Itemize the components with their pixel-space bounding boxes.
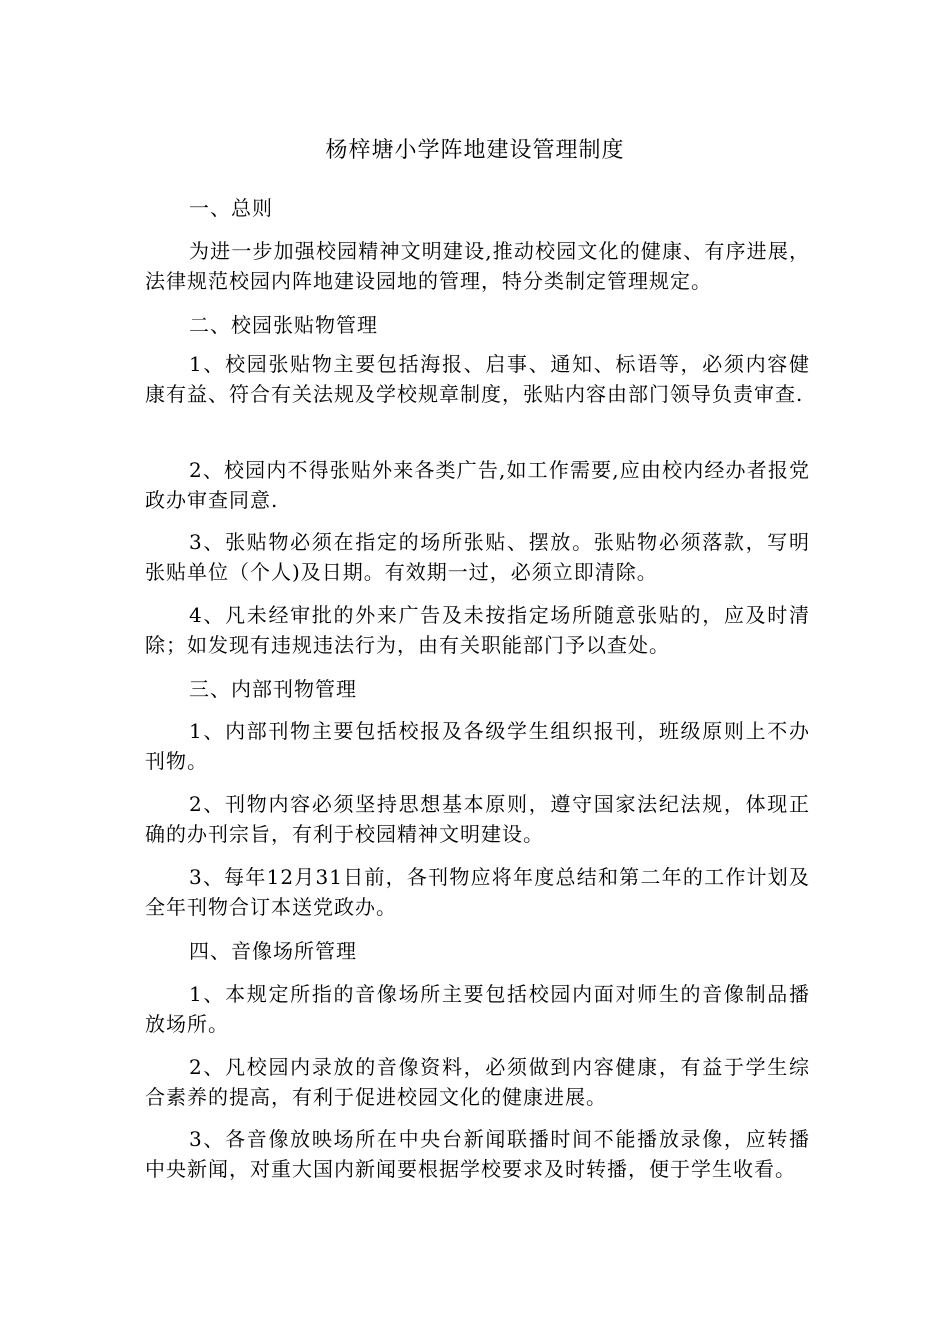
document-title: 杨梓塘小学阵地建设管理制度	[325, 138, 625, 163]
paragraph-text: 3、每年12月31日前，各刊物应将年度总结和第二年的工作计划及全年刊物合订本送党政办。	[145, 865, 810, 919]
paragraph	[145, 455, 810, 515]
paragraph-text: 2、凡校园内录放的音像资料，必须做到内容健康，有益于学生综合素养的提高，有利于促进校园文化的健康进展。	[145, 1055, 810, 1109]
section-heading-publications: 三、内部刊物管理	[189, 677, 357, 701]
section-heading-audiovisual: 四、音像场所管理	[189, 939, 357, 963]
section-heading-general: 一、总则	[189, 196, 273, 220]
paragraph-text: 1、本规定所指的音像场所主要包括校园内面对师生的音像制品播放场所。	[145, 982, 810, 1036]
paragraph	[145, 1052, 810, 1112]
paragraph	[145, 789, 810, 849]
paragraph-text: 1、校园张贴物主要包括海报、启事、通知、标语等，必须内容健康有益、符合有关法规及学校规章制度，张贴内容由部门领导负责审查.	[145, 352, 810, 406]
paragraph	[145, 349, 810, 409]
paragraph-text: 1、内部刊物主要包括校报及各级学生组织报刊，班级原则上不办刊物。	[145, 719, 810, 773]
paragraph	[145, 979, 810, 1039]
paragraph	[145, 236, 810, 296]
paragraph	[145, 862, 810, 922]
paragraph	[145, 716, 810, 776]
paragraph-text: 4、凡未经审批的外来广告及未按指定场所随意张贴的，应及时清除；如发现有违规违法行为，由有关职能部门予以查处。	[145, 603, 810, 657]
paragraph	[145, 600, 810, 660]
paragraph-text: 3、张贴物必须在指定的场所张贴、摆放。张贴物必须落款，写明张贴单位（个人)及日期。有效期一过，必须立即清除。	[145, 530, 810, 584]
paragraph-text: 2、刊物内容必须坚持思想基本原则，遵守国家法纪法规，体现正确的办刊宗旨，有利于校园精神文明建设。	[145, 792, 810, 846]
paragraph-text: 2、校园内不得张贴外来各类广告,如工作需要,应由校内经办者报党政办审查同意.	[145, 458, 810, 512]
section-heading-posters: 二、校园张贴物管理	[189, 313, 378, 337]
paragraph-text: 为进一步加强校园精神文明建设,推动校园文化的健康、有序进展，法律规范校园内阵地建设园地的管理，特分类制定管理规定。	[145, 239, 810, 293]
paragraph	[145, 527, 810, 587]
paragraph-text: 3、各音像放映场所在中央台新闻联播时间不能播放录像，应转播中央新闻，对重大国内新闻要根据学校要求及时转播，便于学生收看。	[145, 1127, 810, 1181]
paragraph	[145, 1124, 810, 1184]
